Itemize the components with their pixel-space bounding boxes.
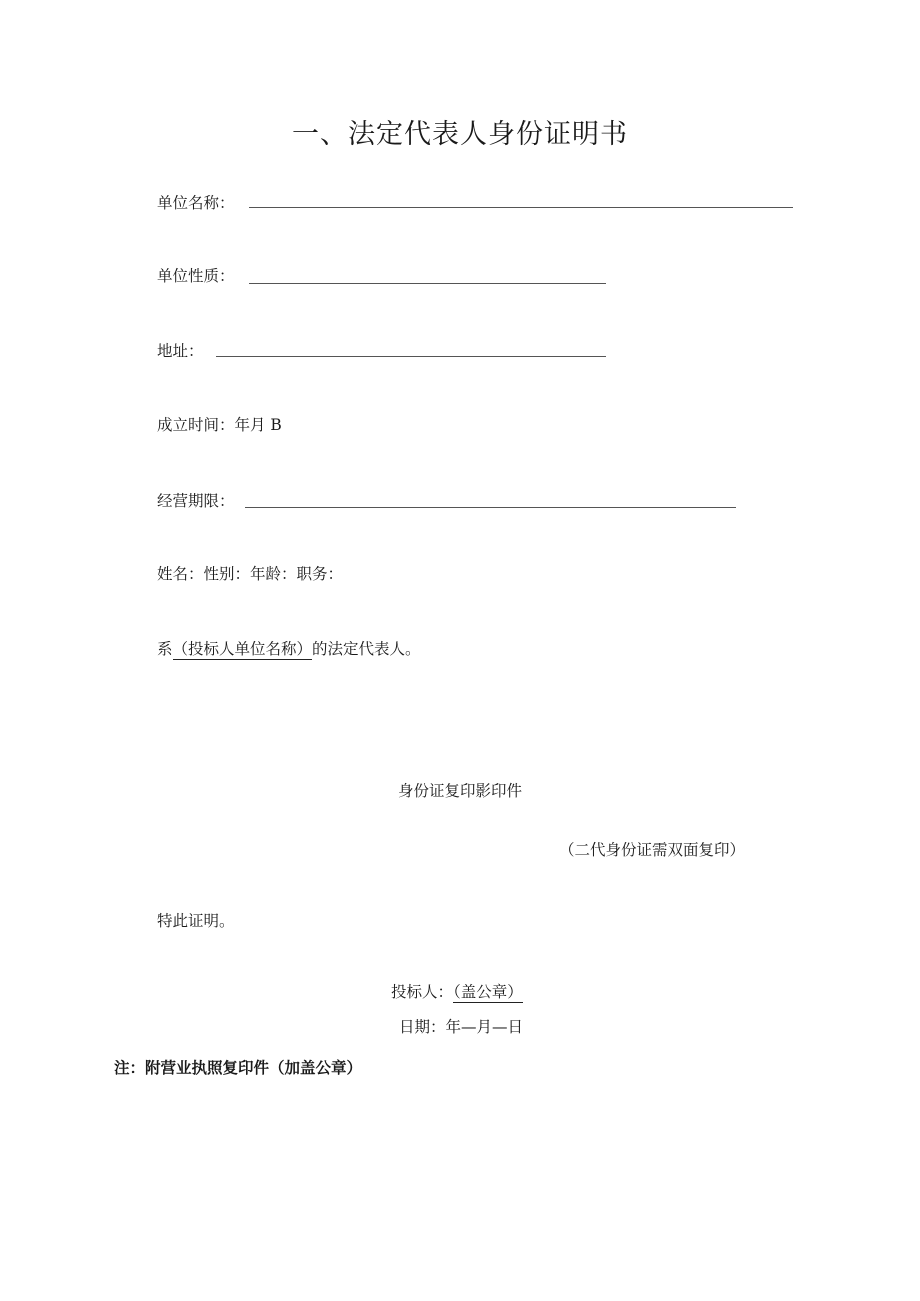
hereby-text: 特此证明。 <box>157 912 235 930</box>
id-copy-title: 身份证复印影印件 <box>397 782 522 800</box>
seal-placeholder: （盖公章） <box>453 983 523 1001</box>
business-term-row <box>157 490 235 512</box>
statement-suffix: 的法定代表人。 <box>312 640 421 658</box>
statement-prefix: 系 <box>157 640 173 658</box>
address-label: 地址： <box>157 342 204 360</box>
business-term-blank <box>245 507 736 508</box>
id-copy-note: （二代身份证需双面复印） <box>559 841 746 859</box>
bidder-label: 投标人： <box>391 983 454 1001</box>
unit-nature-blank <box>249 283 606 284</box>
person-info-row <box>157 563 343 585</box>
attachment-note: 注：附营业执照复印件（加盖公章） <box>114 1059 363 1077</box>
document-title: 一、法定代表人身份证明书 <box>292 119 628 150</box>
statement-row <box>157 638 421 660</box>
address-row <box>157 340 204 362</box>
unit-nature-label: 单位性质： <box>157 267 235 285</box>
person-info-text: 姓名：性别：年龄：职务： <box>157 565 344 583</box>
unit-name-blank <box>249 207 793 208</box>
bidder-signature-row <box>391 981 523 1003</box>
date-row: 日期：年—月—日 <box>399 1018 524 1036</box>
bidder-name-placeholder: （投标人单位名称） <box>172 640 313 658</box>
business-term-label: 经营期限： <box>157 492 235 510</box>
unit-nature-row <box>157 265 235 287</box>
address-blank <box>216 356 606 357</box>
unit-name-row <box>157 192 235 214</box>
established-row <box>157 414 282 436</box>
unit-name-label: 单位名称： <box>157 194 235 212</box>
established-label: 成立时间：年月 B <box>157 416 282 434</box>
